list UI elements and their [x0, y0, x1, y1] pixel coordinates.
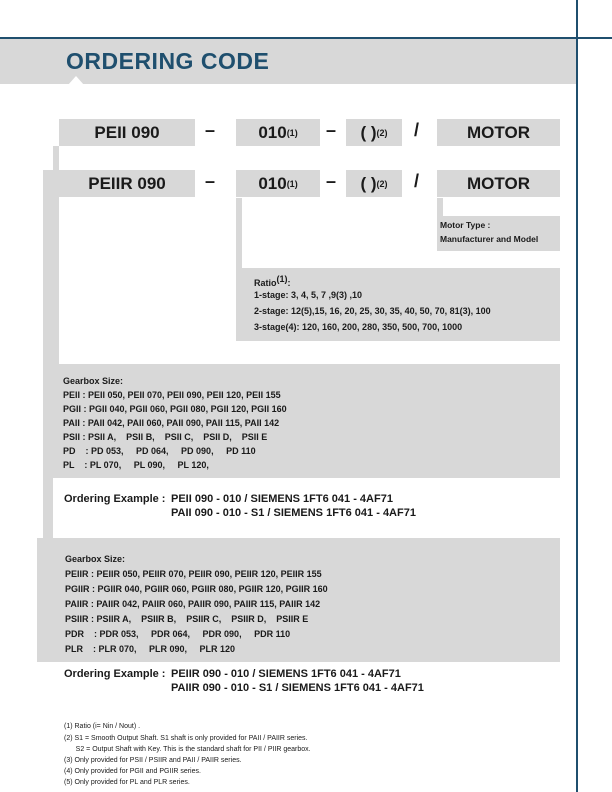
code-ratio-sup: (1)	[286, 178, 298, 189]
code-option-box	[346, 170, 402, 197]
right-margin-line	[576, 0, 578, 792]
header-notch	[68, 76, 84, 85]
code-ratio-sup: (1)	[286, 127, 298, 138]
code-ratio-text: 010	[258, 173, 287, 193]
code-ratio-text: 010	[258, 122, 287, 142]
code-dash: –	[205, 120, 216, 140]
footnote: (2) S1 = Smooth Output Shaft. S1 shaft is only provided for PAII / PAIIR series.	[64, 735, 308, 742]
gearbox-size-box-2	[37, 538, 560, 662]
ordering-example-label: Ordering Example :	[64, 668, 166, 680]
motor-type-line2: Manufacturer and Model	[440, 234, 539, 244]
gearbox-row: PD : PD 053, PD 064, PD 090, PD 110	[63, 446, 256, 456]
gearbox-size-box-1	[53, 364, 560, 478]
code-option-sup: (2)	[376, 127, 388, 138]
code-motor-box	[437, 119, 560, 146]
code-option-text: ( )	[360, 173, 377, 193]
gearbox-row: PAII : PAII 042, PAII 060, PAII 090, PAII 115, PAII 142	[63, 418, 280, 428]
code-slash: /	[414, 171, 420, 191]
gearbox-row: PDR : PDR 053, PDR 064, PDR 090, PDR 110	[65, 629, 291, 639]
ratio-stage3: 3-stage(4): 120, 160, 200, 280, 350, 500, 700, 1000	[254, 322, 463, 332]
gearbox-row: PSII : PSII A, PSII B, PSII C, PSII D, PSII E	[63, 432, 268, 442]
gearbox-row: PGII : PGII 040, PGII 060, PGII 080, PGII 120, PGII 160	[63, 404, 287, 414]
code-option-text: ( )	[360, 122, 377, 142]
ordering-example-label: Ordering Example :	[64, 493, 166, 505]
gearbox-row: PGIIR : PGIIR 040, PGIIR 060, PGIIR 080, PGIIR 120, PGIIR 160	[65, 584, 328, 594]
motor-type-line1: Motor Type :	[440, 220, 491, 230]
code-slash: /	[414, 120, 420, 140]
ratio-title-sup: (1)	[276, 274, 288, 284]
code-model-box	[59, 119, 195, 146]
ratio-box	[236, 268, 560, 341]
page-title: ORDERING CODE	[66, 48, 270, 74]
header-rule	[0, 37, 612, 39]
gearbox-row: PL : PL 070, PL 090, PL 120,	[63, 460, 209, 470]
ratio-title-colon: :	[287, 278, 291, 288]
code-dash: –	[326, 171, 337, 191]
connector-left-gap	[37, 170, 43, 552]
ratio-title-text: Ratio	[254, 278, 277, 288]
gearbox-row: PLR : PLR 070, PLR 090, PLR 120	[65, 644, 236, 654]
gearbox-title: Gearbox Size:	[65, 554, 126, 564]
code-ratio-box	[236, 170, 320, 197]
gearbox-row: PEIIR : PEIIR 050, PEIIR 070, PEIIR 090, PEIIR 120, PEIIR 155	[65, 569, 322, 579]
footnote: (3) Only provided for PSII / PSIIR and PAII / PAIIR series.	[64, 757, 242, 764]
ratio-stage2: 2-stage: 12(5),15, 16, 20, 25, 30, 35, 40, 50, 70, 81(3), 100	[254, 306, 491, 316]
footnote: (4) Only provided for PGII and PGIIR series.	[64, 768, 201, 775]
gearbox-title: Gearbox Size:	[63, 376, 124, 386]
code-model-text: PEII 090	[94, 122, 160, 142]
code-option-box	[346, 119, 402, 146]
code-dash: –	[205, 171, 216, 191]
gearbox-row: PAIIR : PAIIR 042, PAIIR 060, PAIIR 090, PAIIR 115, PAIIR 142	[65, 599, 321, 609]
ordering-example-line: PEIIR 090 - 010 / SIEMENS 1FT6 041 - 4AF71	[171, 668, 401, 680]
ordering-example-line: PAII 090 - 010 - S1 / SIEMENS 1FT6 041 - 4AF71	[171, 507, 416, 519]
code-ratio-box	[236, 119, 320, 146]
code-model-text: PEIIR 090	[88, 173, 166, 193]
motor-type-box	[437, 216, 560, 251]
code-motor-box	[437, 170, 560, 197]
footnote: S2 = Output Shaft with Key. This is the standard shaft for PII / PIIR gearbox.	[64, 746, 311, 753]
ordering-example-line: PEII 090 - 010 / SIEMENS 1FT6 041 - 4AF71	[171, 493, 393, 505]
footnote: (1) Ratio (i= Nin / Nout) .	[64, 723, 141, 730]
code-option-sup: (2)	[376, 178, 388, 189]
code-dash: –	[326, 120, 337, 140]
ratio-stage1: 1-stage: 3, 4, 5, 7 ,9(3) ,10	[254, 290, 363, 300]
footnote: (5) Only provided for PL and PLR series.	[64, 779, 190, 786]
gearbox-row: PSIIR : PSIIR A, PSIIR B, PSIIR C, PSIIR D, PSIIR E	[65, 614, 309, 624]
ordering-example-line: PAIIR 090 - 010 - S1 / SIEMENS 1FT6 041 - 4AF71	[171, 682, 424, 694]
gearbox-row: PEII : PEII 050, PEII 070, PEII 090, PEII 120, PEII 155	[63, 390, 281, 400]
connector-ratio	[236, 198, 242, 268]
connector-motor	[437, 198, 443, 216]
code-motor-text: MOTOR	[467, 173, 530, 193]
code-motor-text: MOTOR	[467, 122, 530, 142]
code-model-box	[59, 170, 195, 197]
